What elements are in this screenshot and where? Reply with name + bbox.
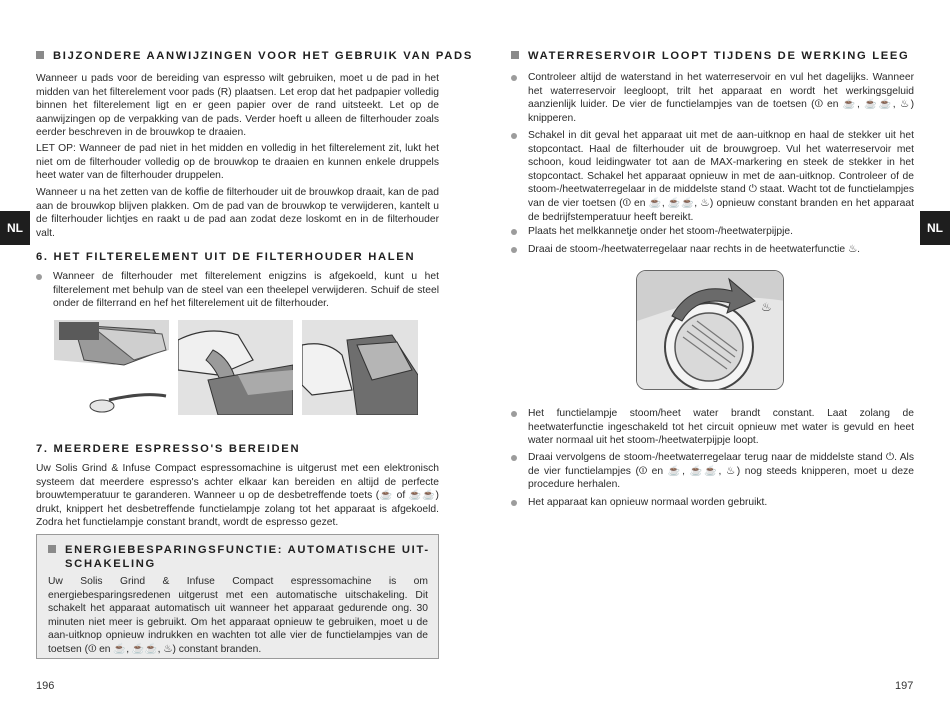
list-item: Controleer altijd de waterstand in het waterreservoir en vul het dagelijks. Wanneer het waterreservoir leegloopt, trilt het apparaat en wordt het werkingsgeluid aanzienlijk luider. De vier de functielampjes van de toetsen (⏼ en ☕, ☕☕, ♨) knipperen. (511, 71, 914, 125)
illustration-hand-filter (178, 320, 293, 415)
bullet-dot-icon (511, 75, 517, 81)
box-heading-line2: SCHAKELING (65, 558, 156, 570)
bullet-dot-icon (36, 274, 42, 280)
bullet-dot-icon (511, 247, 517, 253)
section-heading-7: 7. MEERDERE ESPRESSO'S BEREIDEN (36, 443, 301, 455)
svg-text:♨: ♨ (761, 300, 772, 314)
box-paragraph: Uw Solis Grind & Infuse Compact espressomachine is om energiebesparingsredenen uitgerust met een automatische uitschakeling. Dit schakelt het apparaat automatisch uit wanneer het apparaat gedurende ong. 30 minuten niet meer is gebruikt. Om het apparaat opnieuw te gebruiken, moet u de aan-uitknop opnieuw indrukken en wachten tot alle vier de functielampjes van de toetsen (⏼ en ☕, ☕☕, ♨) constant branden. (48, 576, 428, 655)
list-item: Draai vervolgens de stoom-/heetwaterregelaar terug naar de middelste stand ⏻. Als de vier functielampjes (⏼ en ☕, ☕☕, ♨) nog steeds knipperen, moet u deze procedure herhalen. (511, 451, 914, 492)
illustration-filter-lift (302, 320, 418, 415)
list-item: Schakel in dit geval het apparaat uit met de aan-uitknop en haal de stekker uit het stopcontact. Haal de filterhouder uit de brouwgroep. Vul het waterreservoir met schoon, koud leidingwater tot aan de MAX-markering en steek de stekker in het stopcontact. Schakel het apparaat opnieuw in met de aan-uitknop. Controleer of de stoom-/heetwaterregelaar in de middelste stand ⏻ staat. Wacht tot de functielampjes van de vier toetsen (⏼ en ☕, ☕☕, ♨) opnieuw constant branden en het apparaat de bedrijfstemperatuur heeft bereikt. (511, 129, 914, 224)
let-op-label: LET OP: (36, 143, 76, 154)
square-bullet-icon (511, 51, 519, 59)
paragraph-let-op: LET OP: Wanneer de pad niet in het midden en volledig in het filterelement zit, lukt het niet om de filterhouder volledig op de brouwkop te draaien en kunnen enkele druppels heet water van de filterhouder druppelen. (36, 143, 439, 182)
bullet-dot-icon (511, 455, 517, 461)
illustration-spoon-filter (54, 320, 169, 415)
bullet-dot-icon (511, 500, 517, 506)
list-item: Het apparaat kan opnieuw normaal worden gebruikt. (511, 496, 914, 510)
energy-saving-box (36, 534, 439, 659)
list-item-filter-removal: Wanneer de filterhouder met filterelement enigzins is afgekoeld, kunt u het filterelement met behulp van de steel van een theelepel verwijderen. Schuif de steel onder de filterrand en hef het filterelement uit de filterhouder. (36, 270, 439, 311)
list-item: Plaats het melkkannetje onder het stoom-/heetwaterpijpje. (511, 225, 914, 239)
bullet-dot-icon (511, 411, 517, 417)
page-number-left: 196 (36, 680, 55, 692)
paragraph-multiple-espresso: Uw Solis Grind & Infuse Compact espressomachine is uitgerust met een elektronisch systeem dat meerdere espresso's achter elkaar kan bereiden en altijd de perfecte brouwtemperatuur te garanderen. Wanneer u op de desbetreffende toets (☕ of ☕☕) drukt, knippert het desbetreffende functielampje zolang tot het apparaat is afgekoeld. Zodra het functielampje constant brandt, wordt de espresso gezet. (36, 463, 439, 529)
list-item: Het functielampje stoom/heet water brandt constant. Laat zolang de heetwaterfunctie ingeschakeld tot het circuit opnieuw met water is gevuld en heet water normaal uit het stoom-/heetwaterpijpje loopt. (511, 407, 914, 448)
language-tab-left: NL (0, 211, 30, 245)
paragraph-pad-removal: Wanneer u na het zetten van de koffie de filterhouder uit de brouwkop draait, kan de pad aan de brouwkop blijven plakken. Om de pad van de brouwkop te verwijderen, kantelt u de filterhouder lichtjes en raakt u de pad aan zodat deze loskomt en in de filterhouder valt. (36, 187, 439, 239)
section-heading-water-reservoir: WATERRESERVOIR LOOPT TIJDENS DE WERKING LEEG (511, 50, 909, 62)
bullet-dot-icon (511, 229, 517, 235)
list-item: Draai de stoom-/heetwaterregelaar naar rechts in de heetwaterfunctie ♨. (511, 243, 914, 257)
section-heading-6: 6. HET FILTERELEMENT UIT DE FILTERHOUDER HALEN (36, 251, 416, 263)
square-bullet-icon (36, 51, 44, 59)
square-bullet-icon (48, 545, 56, 553)
box-heading: ENERGIEBESPARINGSFUNCTIE: AUTOMATISCHE UIT- (48, 544, 430, 556)
section-heading-pads: BIJZONDERE AANWIJZINGEN VOOR HET GEBRUIK VAN PADS (36, 50, 473, 62)
illustration-steam-knob (636, 270, 784, 390)
bullet-dot-icon (511, 133, 517, 139)
language-tab-right: NL (920, 211, 950, 245)
paragraph-pads-intro: Wanneer u pads voor de bereiding van espresso wilt gebruiken, moet u de pad in het midden van het filterelement voor pads (R) plaatsen. Let erop dat het padpapier volledig binnen het filterelement ligt en er geen papier over de rand uitsteekt. Let op de aanwijzingen op de verpakking van de pads. Verder hoeft u alleen de filterhouder zoals eerder beschreven in de brouwkop te draaien. (36, 73, 439, 139)
page-number-right: 197 (895, 680, 914, 692)
